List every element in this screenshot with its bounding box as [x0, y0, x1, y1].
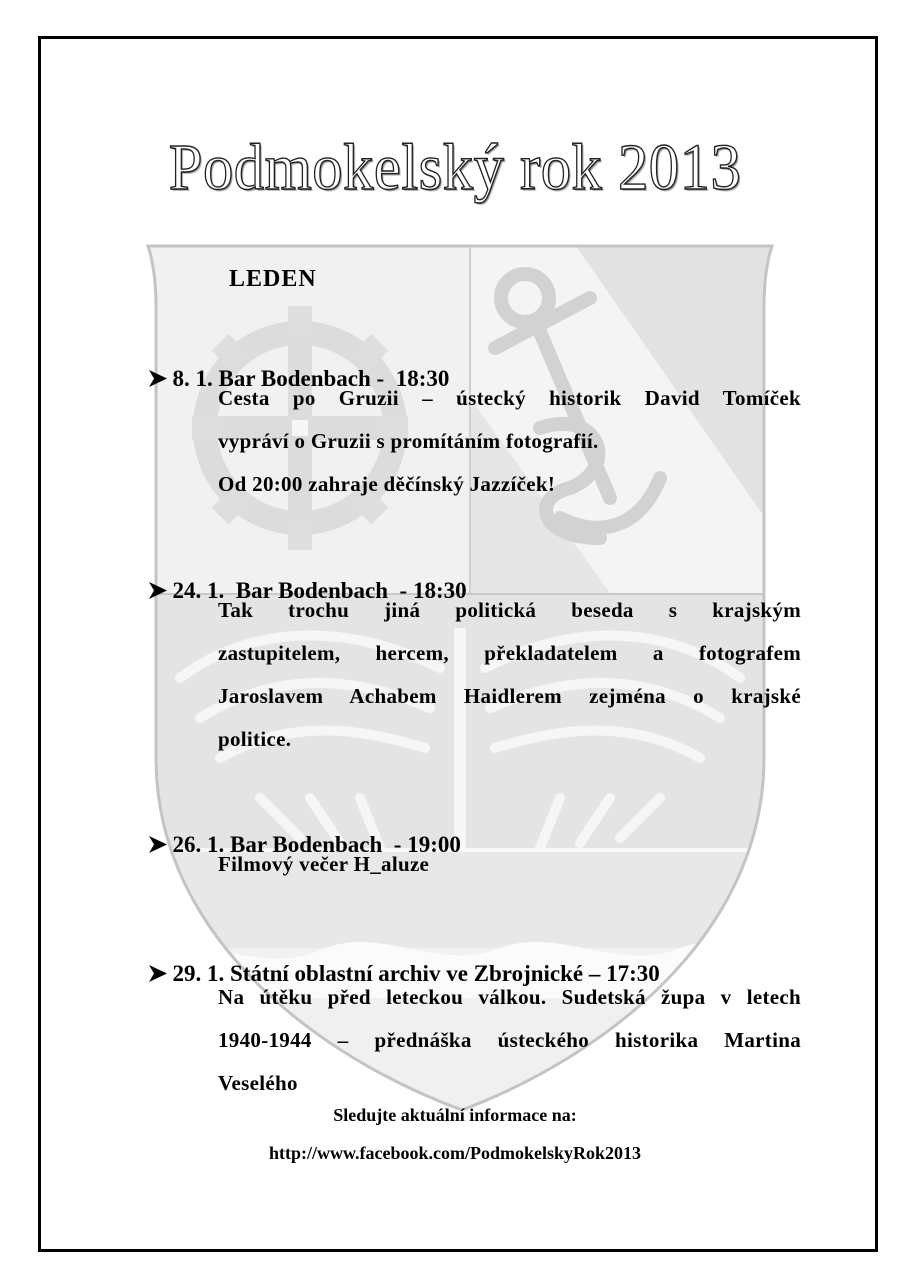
event-description [218, 589, 801, 761]
event-description-line: Od 20:00 zahraje děčínský Jazzíček! [218, 472, 556, 496]
arrowhead-bullet-icon [149, 836, 167, 853]
event-heading-text: 24. 1. Bar Bodenbach - 18:30 [172, 578, 467, 603]
poster-title: Podmokelský rok 2013 [168, 131, 742, 204]
event-description-line: Na útěku před leteckou válkou. Sudetská župa v letech [218, 985, 801, 1009]
event-description [218, 976, 801, 1105]
event-description-line: Jaroslavem Achabem Haidlerem zejména o krajské [218, 684, 801, 708]
arrowhead-bullet-icon [149, 582, 167, 599]
event-heading-text: 8. 1. Bar Bodenbach - 18:30 [172, 366, 450, 391]
event-description-line: 1940-1944 – přednáška ústeckého historika Martina [218, 1028, 801, 1052]
footer-facebook-link[interactable]: http://www.facebook.com/PodmokelskyRok2013 [268, 1143, 641, 1163]
event-description-line: Tak trochu jiná politická beseda s krajským [218, 598, 801, 622]
event-description-line: zastupitelem, hercem, překladatelem a fotografem [218, 641, 801, 665]
arrowhead-bullet-icon [149, 965, 167, 982]
event-heading-text: 26. 1. Bar Bodenbach - 19:00 [172, 832, 461, 857]
event-description-line: Cesta po Gruzii – ústecký historik David Tomíček [218, 386, 801, 410]
footer-info-label: Sledujte aktuální informace na: [333, 1105, 577, 1125]
event-heading-text: 29. 1. Státní oblastní archiv ve Zbrojnické – 17:30 [172, 961, 660, 986]
event-description-line: Veselého [218, 1071, 298, 1095]
event-description [218, 377, 801, 506]
event-description-line: politice. [218, 727, 292, 751]
event-description-line: Filmový večer H_aluze [218, 852, 430, 876]
event-description-line: vypráví o Gruzii s promítáním fotografií. [218, 429, 599, 453]
month-heading: LEDEN [229, 266, 317, 292]
event-description [218, 843, 801, 886]
arrowhead-bullet-icon [149, 370, 167, 387]
